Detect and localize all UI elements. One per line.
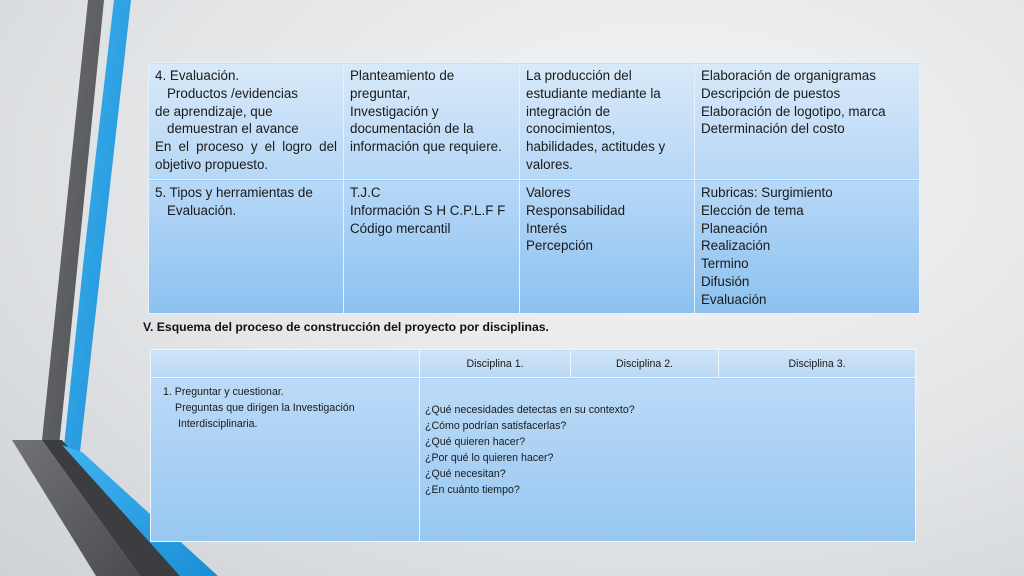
- cell-line: Realización: [701, 238, 771, 254]
- cell-line: Responsabilidad: [526, 202, 626, 218]
- table-cell: [520, 180, 695, 314]
- cell-line: Descripción de puestos: [701, 85, 841, 101]
- table-cell: [149, 63, 344, 180]
- cell-line: Interdisciplinaria.: [178, 418, 258, 430]
- question-line: ¿Por qué lo quieren hacer?: [425, 452, 554, 464]
- cell-line: Evaluación.: [167, 202, 237, 218]
- cell-line: La producción del: [526, 68, 632, 83]
- cell-line: Información S H C.P.L.F F: [350, 202, 506, 218]
- question-line: ¿En cuánto tiempo?: [425, 484, 520, 496]
- cell-line: Rubricas: Surgimiento: [701, 185, 833, 200]
- question-line: ¿Qué quieren hacer?: [425, 436, 526, 448]
- cell-line: habilidades, actitudes y: [526, 139, 666, 155]
- cell-line: Evaluación: [701, 291, 767, 307]
- table-header-row: [151, 350, 916, 378]
- cell-line: Elaboración de logotipo, marca: [701, 103, 886, 119]
- cell-line: demuestran el avance: [167, 121, 299, 137]
- cell-line: documentación de la: [350, 121, 474, 137]
- section-title: V. Esquema del proceso de construcción del proyecto por disciplinas.: [143, 320, 549, 334]
- column-header: Disciplina 3.: [719, 350, 916, 378]
- evaluation-table: [148, 62, 920, 314]
- question-line: ¿Cómo podrían satisfacerlas?: [425, 420, 567, 432]
- questions-cell: [420, 378, 916, 542]
- table-cell: [344, 63, 520, 180]
- table-cell: [520, 63, 695, 180]
- cell-line: Código mercantil: [350, 220, 451, 236]
- cell-line: Valores: [526, 185, 571, 200]
- cell-line: valores.: [526, 156, 573, 172]
- cell-line: Difusión: [701, 273, 750, 289]
- disciplines-table: [150, 349, 916, 542]
- cell-line: 5. Tipos y herramientas de: [155, 185, 313, 200]
- cell-line: Productos /evidencias: [167, 85, 299, 101]
- table-row: [151, 378, 916, 542]
- cell-line: Planteamiento de: [350, 68, 455, 83]
- cell-line: integración de: [526, 103, 611, 119]
- cell-line: Planeación: [701, 220, 768, 236]
- cell-line: Investigación y: [350, 103, 439, 119]
- table-cell: [151, 378, 420, 542]
- cell-line: Determinación del costo: [701, 121, 845, 137]
- cell-line: Preguntas que dirigen la Investigación: [175, 402, 355, 414]
- cell-line: Elección de tema: [701, 202, 804, 218]
- cell-line: información que requiere.: [350, 139, 502, 155]
- cell-line: Termino: [701, 256, 749, 272]
- table-row: [149, 180, 920, 314]
- cell-line: preguntar,: [350, 85, 411, 101]
- question-line: ¿Qué necesitan?: [425, 468, 506, 480]
- cell-line: objetivo propuesto.: [155, 156, 269, 172]
- column-header: Disciplina 2.: [571, 350, 719, 378]
- table-cell: [695, 63, 920, 180]
- cell-line: T.J.C: [350, 185, 381, 200]
- cell-line: conocimientos,: [526, 121, 616, 137]
- column-header: [151, 350, 420, 378]
- table-cell: [149, 180, 344, 314]
- table-cell: [344, 180, 520, 314]
- column-header: Disciplina 1.: [420, 350, 571, 378]
- cell-line: de aprendizaje, que: [155, 103, 273, 119]
- table-row: [149, 63, 920, 180]
- cell-line: En el proceso y el logro del: [155, 139, 337, 155]
- question-line: ¿Qué necesidades detectas en su contexto?: [425, 404, 635, 416]
- cell-line: 4. Evaluación.: [155, 68, 240, 83]
- cell-line: Percepción: [526, 238, 593, 254]
- cell-line: Elaboración de organigramas: [701, 68, 876, 83]
- cell-line: 1. Preguntar y cuestionar.: [163, 386, 284, 398]
- cell-line: estudiante mediante la: [526, 85, 661, 101]
- cell-line: Interés: [526, 220, 567, 236]
- table-cell: [695, 180, 920, 314]
